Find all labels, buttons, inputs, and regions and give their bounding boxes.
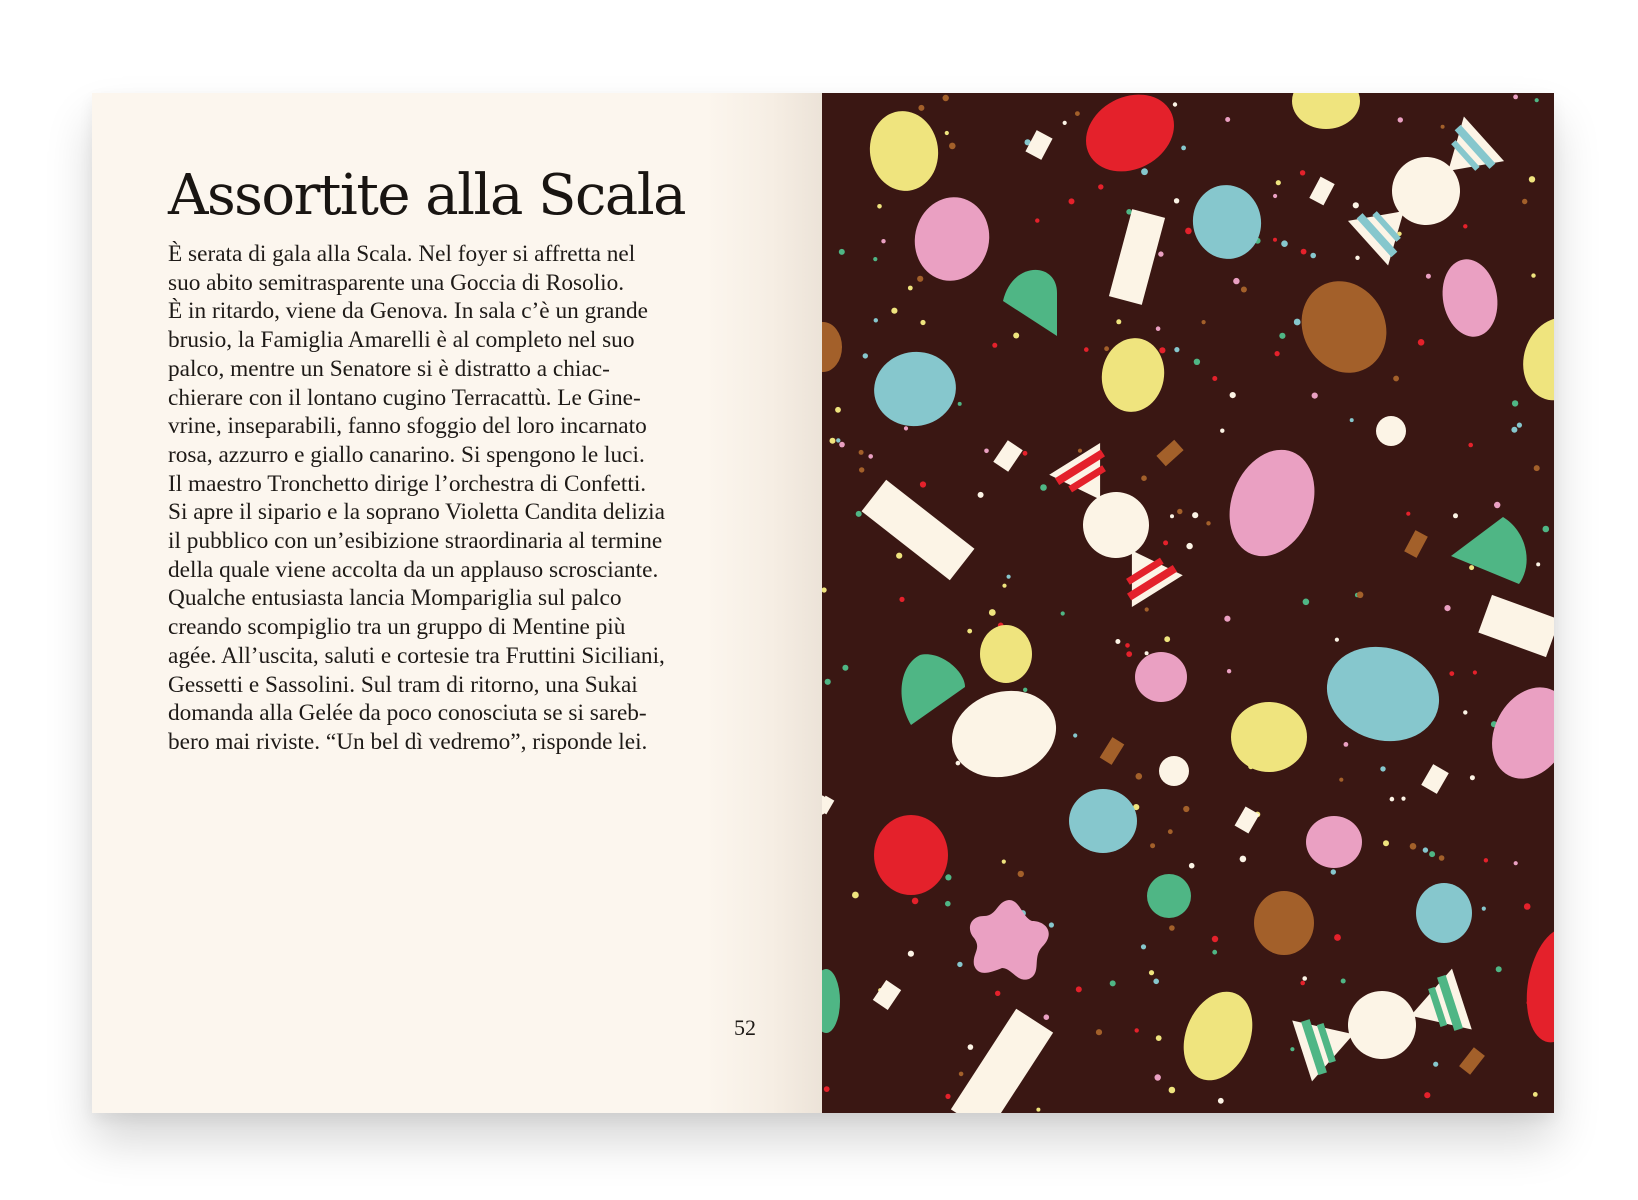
sprinkle-dot: [1353, 202, 1359, 208]
sprinkle-dot: [1163, 540, 1168, 545]
sprinkle-dot: [1357, 592, 1364, 599]
sprinkle-dot: [1482, 907, 1486, 911]
sprinkle-dot: [1439, 855, 1445, 861]
sprinkle-dot: [1453, 513, 1458, 518]
sprinkle-dot: [1401, 797, 1405, 801]
sprinkle-dot: [1116, 319, 1121, 324]
sprinkle-dot: [1514, 861, 1518, 865]
sprinkle-dot: [1543, 526, 1550, 533]
sprinkle-dot: [1444, 605, 1450, 611]
sprinkle-dot: [1212, 936, 1218, 942]
candy-pattern-illustration: [822, 93, 1554, 1113]
sprinkle-dot: [1202, 320, 1206, 324]
sprinkle-dot: [842, 665, 848, 671]
sprinkle-dot: [1040, 484, 1047, 491]
sprinkle-dot: [904, 426, 908, 430]
sprinkle-dot: [839, 249, 845, 255]
sprinkle-dot: [958, 402, 962, 406]
sprinkle-dot: [949, 143, 956, 150]
sprinkle-dot: [1335, 638, 1339, 642]
sprinkle-dot: [836, 438, 840, 442]
sprinkle-dot: [1192, 512, 1198, 518]
sprinkle-dot: [1150, 843, 1155, 848]
sprinkle-dot: [1141, 475, 1147, 481]
sprinkle-dot: [1533, 1092, 1538, 1097]
sprinkle-dot: [1145, 607, 1149, 611]
sprinkle-dot: [1276, 180, 1281, 185]
sprinkle-dot: [1441, 125, 1445, 129]
sprinkle-dot: [1524, 903, 1531, 910]
sprinkle-dot: [1449, 671, 1454, 676]
pink-candy: [1135, 652, 1187, 702]
sprinkle-dot: [1429, 851, 1435, 857]
sprinkle-dot: [1300, 170, 1305, 175]
sprinkle-dot: [1169, 925, 1175, 931]
sprinkle-dot: [1334, 934, 1341, 941]
sprinkle-dot: [1463, 710, 1467, 714]
sprinkle-dot: [920, 481, 926, 487]
sprinkle-dot: [1224, 616, 1230, 622]
sprinkle-dot: [1173, 102, 1177, 106]
sprinkle-dot: [830, 438, 836, 444]
sprinkle-dot: [873, 257, 877, 261]
sprinkle-dot: [868, 454, 873, 459]
sprinkle-dot: [1355, 256, 1359, 260]
sprinkle-dot: [896, 553, 902, 559]
sprinkle-dot: [1423, 847, 1428, 852]
brown-candy: [1254, 891, 1314, 955]
sprinkle-dot: [1183, 806, 1189, 812]
sprinkle-dot: [984, 449, 989, 454]
sprinkle-dot: [1168, 829, 1173, 834]
sprinkle-dot: [859, 450, 864, 455]
sprinkle-dot: [1164, 636, 1170, 642]
sprinkle-dot: [1301, 249, 1307, 255]
left-page: [92, 93, 822, 1113]
sprinkle-dot: [1273, 194, 1277, 198]
sprinkle-dot: [1126, 651, 1132, 657]
sprinkle-dot: [1174, 347, 1179, 352]
sprinkle-dot: [881, 239, 885, 243]
sprinkle-dot: [1531, 273, 1535, 277]
sprinkle-dot: [1513, 95, 1518, 100]
sprinkle-dot: [1534, 465, 1540, 471]
sprinkle-dot: [1410, 843, 1417, 850]
sprinkle-dot: [1281, 240, 1288, 247]
sprinkle-dot: [1141, 168, 1148, 175]
sprinkle-dot: [852, 892, 859, 899]
sprinkle-dot: [891, 308, 897, 314]
sprinkle-dot: [1393, 376, 1399, 382]
sprinkle-dot: [908, 951, 914, 957]
sprinkle-dot: [1075, 111, 1080, 116]
sprinkle-dot: [1104, 346, 1109, 351]
sprinkle-dot: [1300, 981, 1305, 986]
sprinkle-dot: [1181, 146, 1186, 151]
sprinkle-dot: [1218, 1098, 1224, 1104]
sprinkle-dot: [1350, 418, 1354, 422]
body-line: palco, mentre un Senatore si è distratto a chiac-: [168, 355, 610, 382]
body-line: agée. All’uscita, saluti e cortesie tra Fruttini Siciliani,: [168, 642, 665, 669]
sprinkle-dot: [825, 679, 831, 685]
sprinkle-dot: [1156, 1035, 1162, 1041]
sprinkle-dot: [1312, 393, 1318, 399]
sprinkle-dot: [1023, 688, 1027, 692]
sprinkle-dot: [1240, 856, 1247, 863]
sprinkle-dot: [978, 492, 984, 498]
body-line: brusio, la Famiglia Amarelli è al completo nel suo: [168, 327, 635, 354]
sprinkle-dot: [1153, 979, 1159, 985]
sprinkle-dot: [1186, 543, 1192, 549]
body-line: chierare con il lontano cugino Terracattù. Le Gine-: [168, 384, 641, 411]
sprinkle-dot: [1076, 986, 1082, 992]
sprinkle-dot: [917, 276, 923, 282]
sprinkle-dot: [1275, 351, 1280, 356]
body-line: Gessetti e Sassolini. Sul tram di ritorno, una Sukai: [168, 671, 638, 698]
sprinkle-dot: [968, 1044, 974, 1050]
sprinkle-dot: [1536, 562, 1540, 566]
sprinkle-dot: [1290, 1047, 1294, 1051]
body-line: È serata di gala alla Scala. Nel foyer si affretta nel: [168, 241, 636, 267]
blue-candy: [1416, 883, 1472, 943]
red-candy: [874, 815, 948, 895]
sprinkle-dot: [1227, 669, 1231, 673]
sprinkle-dot: [1141, 944, 1146, 949]
sprinkle-dot: [1380, 766, 1385, 771]
green-candy: [1147, 874, 1191, 918]
body-line: domanda alla Gelée da poco conosciuta se si sareb-: [168, 700, 647, 727]
sprinkle-dot: [957, 962, 962, 967]
sprinkle-dot: [877, 204, 882, 209]
sprinkle-dot: [1158, 251, 1163, 256]
sprinkle-dot: [1013, 333, 1019, 339]
sprinkle-dot: [1002, 860, 1006, 864]
sprinkle-dot: [1135, 1028, 1139, 1032]
yellow-candy: [980, 625, 1032, 683]
body-line: bero mai riviste. “Un bel dì vedremo”, risponde lei.: [168, 728, 648, 755]
sprinkle-dot: [992, 343, 997, 348]
sprinkle-dot: [1185, 228, 1192, 235]
body-line: della quale viene accolta da un applauso scrosciante.: [168, 556, 659, 583]
sprinkle-dot: [912, 898, 919, 905]
sprinkle-dot: [1279, 333, 1285, 339]
sprinkle-dot: [1136, 773, 1143, 780]
sprinkle-dot: [1206, 521, 1210, 525]
sprinkle-dot: [1023, 451, 1028, 456]
sprinkle-dot: [1049, 922, 1054, 927]
sprinkle-dot: [956, 761, 961, 766]
sprinkle-dot: [1484, 858, 1488, 862]
body-line: rosa, azzurro e giallo canarino. Si spengono le luci.: [168, 441, 645, 468]
sprinkle-dot: [1170, 514, 1174, 518]
sprinkle-dot: [1098, 184, 1103, 189]
yellow-candy: [1231, 702, 1307, 772]
sprinkle-dot: [995, 991, 1000, 996]
cream-candy: [1376, 416, 1406, 446]
sprinkle-dot: [1220, 429, 1224, 433]
body-text: [168, 240, 728, 757]
sprinkle-dot: [1115, 639, 1120, 644]
sprinkle-dot: [1418, 339, 1425, 346]
sprinkle-dot: [1194, 359, 1200, 365]
sprinkle-dot: [1529, 176, 1535, 182]
sprinkle-dot: [943, 95, 949, 101]
sprinkle-dot: [1241, 287, 1247, 293]
body-line: Qualche entusiasta lancia Mompariglia sul palco: [168, 585, 622, 612]
sprinkle-dot: [1061, 611, 1065, 615]
sprinkle-dot: [1390, 797, 1395, 802]
sprinkle-dot: [1035, 218, 1039, 222]
pink-candy: [1306, 816, 1362, 868]
sprinkle-dot: [945, 131, 949, 135]
sprinkle-dot: [967, 629, 972, 634]
sprinkle-dot: [1169, 1087, 1176, 1094]
body-line: Il maestro Tronchetto dirige l’orchestra di Confetti.: [168, 470, 647, 497]
sprinkle-dot: [1302, 976, 1307, 981]
sprinkle-dot: [1073, 733, 1077, 737]
body-line: suo abito semitrasparente una Goccia di Rosolio.: [168, 269, 625, 296]
sprinkle-dot: [989, 609, 996, 616]
sprinkle-dot: [1294, 319, 1301, 326]
sprinkle-dot: [824, 1086, 830, 1092]
sprinkle-dot: [1225, 117, 1230, 122]
sprinkle-dot: [1110, 980, 1116, 986]
body-line: il pubblico con un’esibizione straordinaria al termine: [168, 528, 663, 555]
sprinkle-dot: [1339, 778, 1343, 782]
sprinkle-dot: [1007, 575, 1011, 579]
right-page-illustration: [822, 93, 1554, 1113]
sprinkle-dot: [835, 407, 841, 413]
sprinkle-dot: [1212, 950, 1217, 955]
sprinkle-dot: [1156, 326, 1161, 331]
book-spread: [92, 93, 1554, 1113]
sprinkle-dot: [945, 1094, 950, 1099]
sprinkle-dot: [1424, 1092, 1430, 1098]
sprinkle-dot: [1230, 392, 1236, 398]
sprinkle-dot: [1159, 347, 1165, 353]
sprinkle-dot: [1177, 509, 1182, 514]
body-line: È in ritardo, viene da Genova. In sala c’è un grande: [168, 298, 648, 325]
sprinkle-dot: [1125, 643, 1130, 648]
sprinkle-dot: [1383, 840, 1389, 846]
sprinkle-dot: [1470, 775, 1475, 780]
sprinkle-dot: [1149, 970, 1154, 975]
sprinkle-dot: [1096, 1029, 1102, 1035]
sprinkle-dot: [1069, 198, 1075, 204]
sprinkle-dot: [1018, 871, 1024, 877]
sprinkle-dot: [1189, 863, 1195, 869]
sprinkle-dot: [1002, 584, 1006, 588]
sprinkle-dot: [1344, 742, 1349, 747]
sprinkle-dot: [1535, 98, 1539, 102]
sprinkle-dot: [1473, 670, 1477, 674]
sprinkle-dot: [1468, 443, 1473, 448]
sprinkle-dot: [1517, 423, 1522, 428]
sprinkle-dot: [1398, 117, 1403, 122]
sprinkle-dot: [1341, 979, 1346, 984]
body-line: creando scompiglio tra un gruppo di Mentine più: [168, 614, 626, 641]
sprinkle-dot: [1155, 1074, 1161, 1080]
sprinkle-dot: [918, 105, 924, 111]
sprinkle-dot: [899, 597, 904, 602]
sprinkle-dot: [1310, 253, 1316, 259]
sprinkle-dot: [1044, 1014, 1050, 1020]
sprinkle-dot: [1426, 274, 1431, 279]
sprinkle-dot: [1463, 224, 1467, 228]
sprinkle-dot: [839, 442, 845, 448]
body-line: Si apre il sipario e la soprano Violetta Candita delizia: [168, 499, 665, 526]
sprinkle-dot: [1084, 347, 1089, 352]
sprinkle-dot: [945, 874, 951, 880]
sprinkle-dot: [1496, 966, 1502, 972]
sprinkle-dot: [1063, 121, 1067, 125]
sprinkle-dot: [863, 353, 868, 358]
sprinkle-dot: [1036, 1108, 1040, 1112]
sprinkle-dot: [908, 286, 913, 291]
sprinkle-dot: [1078, 449, 1082, 453]
sprinkle-dot: [945, 901, 951, 907]
sprinkle-dot: [1494, 502, 1500, 508]
sprinkle-dot: [859, 467, 864, 472]
sprinkle-dot: [1303, 599, 1310, 606]
sprinkle-dot: [920, 320, 925, 325]
sprinkle-dot: [874, 318, 878, 322]
sprinkle-dot: [1233, 278, 1239, 284]
sprinkle-dot: [856, 511, 862, 517]
sprinkle-dot: [1212, 376, 1217, 381]
sprinkle-dot: [1512, 400, 1518, 406]
cream-candy: [1159, 756, 1189, 786]
page-title: Assortite alla Scala: [168, 163, 686, 228]
sprinkle-dot: [1511, 427, 1517, 433]
blue-candy: [1069, 789, 1137, 853]
sprinkle-dot: [1145, 651, 1149, 655]
sprinkle-dot: [1469, 565, 1474, 570]
sprinkle-dot: [1406, 512, 1410, 516]
sprinkle-dot: [1522, 199, 1527, 204]
body-line: vrine, inseparabili, fanno sfoggio del loro incarnato: [168, 413, 647, 440]
sprinkle-dot: [1433, 1062, 1438, 1067]
sprinkle-dot: [1331, 869, 1336, 874]
sprinkle-dot: [1273, 238, 1277, 242]
sprinkle-dot: [1174, 198, 1179, 203]
sprinkle-dot: [959, 1072, 964, 1077]
page-number: 52: [734, 1015, 756, 1040]
